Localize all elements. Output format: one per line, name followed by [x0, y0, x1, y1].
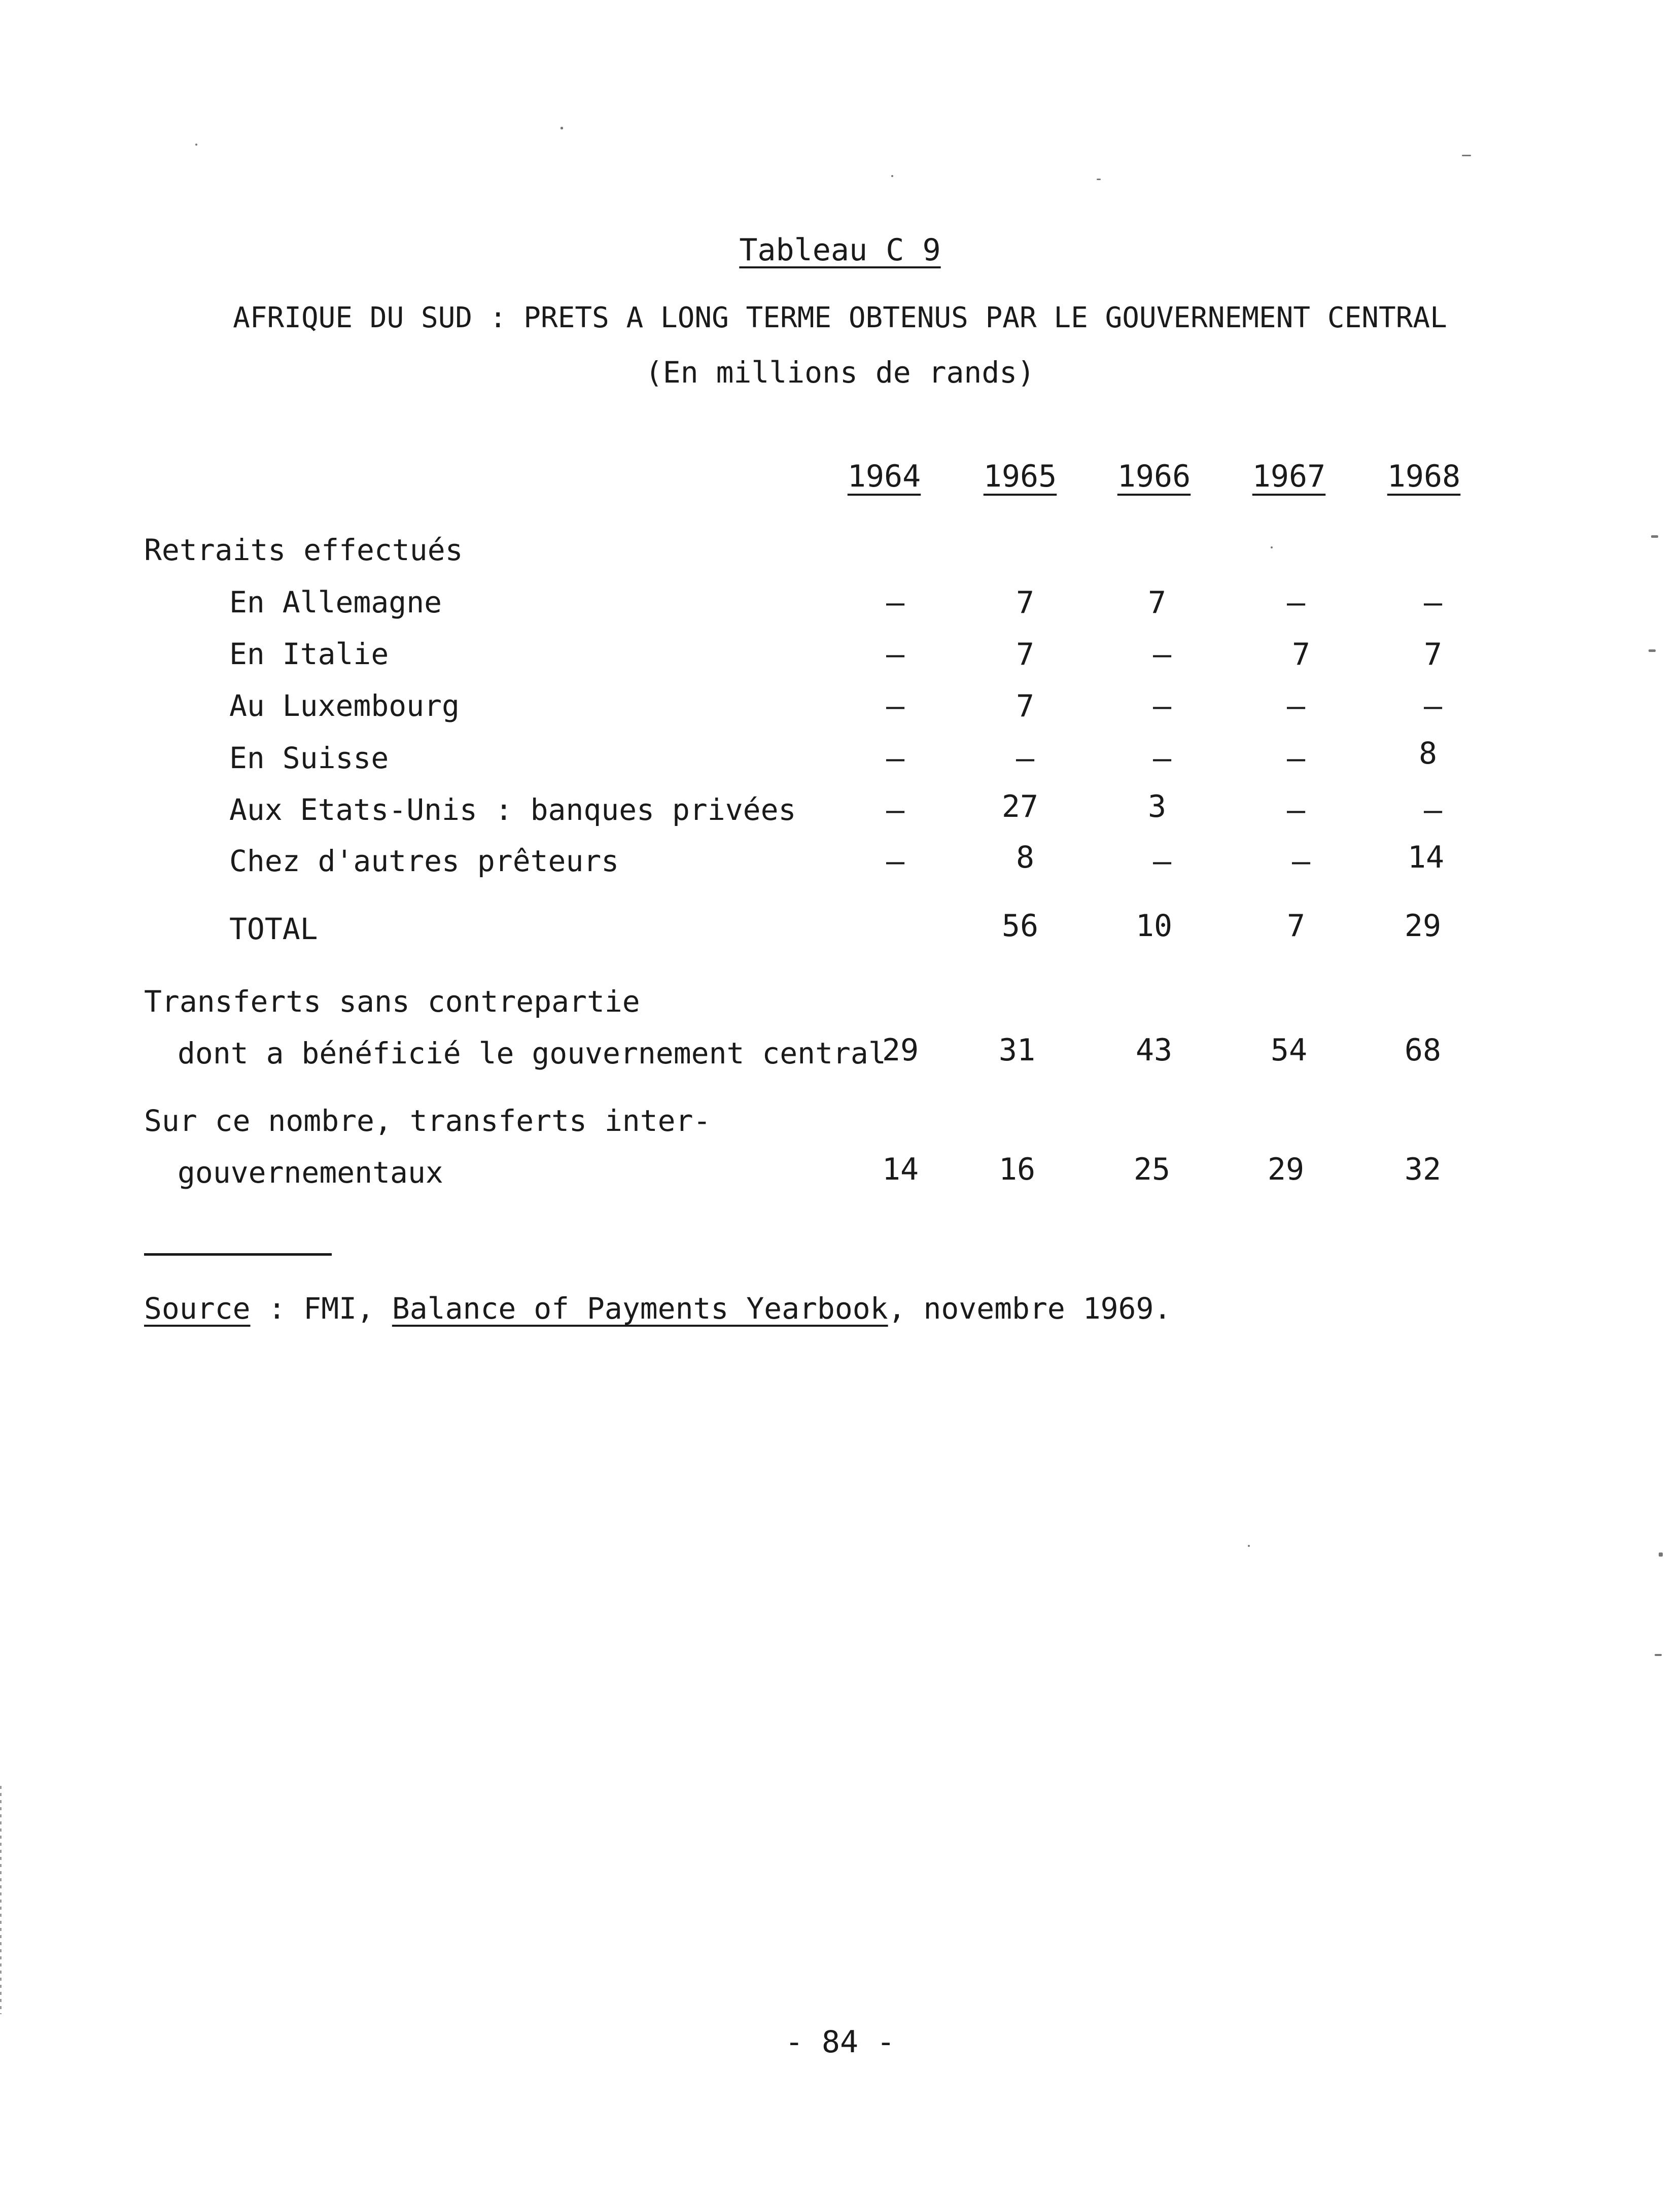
- table-cell: –: [1152, 741, 1172, 776]
- table-cell: 56: [1001, 908, 1039, 944]
- source-label: Source: [144, 1291, 251, 1326]
- section-heading: Sur ce nombre, transferts inter-: [144, 1103, 711, 1138]
- table-cell: 32: [1404, 1152, 1442, 1187]
- table-subtitle: (En millions de rands): [645, 355, 1035, 390]
- section-heading: Retraits effectués: [144, 533, 463, 567]
- table-cell: 7: [1286, 908, 1306, 944]
- row-label: TOTAL: [229, 912, 318, 946]
- table-cell: 68: [1404, 1032, 1442, 1068]
- table-cell: –: [1423, 585, 1443, 620]
- table-cell: –: [1152, 844, 1172, 879]
- table-cell: 31: [998, 1032, 1036, 1068]
- year-header: 1968: [1387, 459, 1461, 494]
- table-cell: 14: [1407, 840, 1445, 875]
- table-cell: –: [1423, 688, 1443, 724]
- scan-speck: [891, 175, 893, 177]
- year-header: 1965: [983, 459, 1057, 494]
- row-label: En Suisse: [229, 741, 389, 775]
- source-note: [144, 1291, 1171, 1326]
- table-cell: 29: [1404, 908, 1442, 944]
- footnote-divider: [144, 1253, 332, 1256]
- year-header: 1964: [847, 459, 921, 494]
- table-cell: 7: [1016, 585, 1035, 620]
- table-cell: –: [886, 585, 905, 620]
- section-heading: Transferts sans contrepartie: [144, 984, 640, 1019]
- table-cell: 54: [1270, 1032, 1308, 1068]
- scan-speck: [1655, 1654, 1662, 1656]
- scan-speck: [1649, 649, 1656, 652]
- page-number: - 84 -: [785, 2024, 895, 2060]
- table-cell: –: [886, 792, 905, 828]
- source-rest: , novembre 1969.: [888, 1291, 1172, 1326]
- table-cell: –: [886, 688, 905, 724]
- table-cell: –: [1291, 844, 1311, 879]
- table-cell: 29: [882, 1032, 919, 1068]
- scan-speck: [1271, 546, 1273, 548]
- table-cell: 14: [882, 1152, 919, 1187]
- table-cell: –: [1423, 792, 1443, 828]
- table-cell: –: [1016, 741, 1035, 776]
- table-cell: 27: [1001, 789, 1039, 824]
- table-cell: 25: [1133, 1152, 1171, 1187]
- table-cell: –: [886, 741, 905, 776]
- row-label: En Allemagne: [229, 585, 442, 619]
- scan-speck: [1659, 1552, 1663, 1557]
- table-cell: –: [1286, 688, 1306, 724]
- row-label: dont a bénéficié le gouvernement central: [178, 1036, 886, 1071]
- table-cell: 7: [1016, 637, 1035, 672]
- table-cell: 29: [1267, 1152, 1305, 1187]
- table-cell: 7: [1423, 637, 1443, 672]
- scan-speck: [1462, 155, 1471, 156]
- table-cell: 8: [1418, 736, 1438, 771]
- scan-edge-mark: [0, 1786, 2, 2014]
- table-cell: 43: [1135, 1032, 1173, 1068]
- table-cell: –: [886, 844, 905, 879]
- row-label: Chez d'autres prêteurs: [229, 844, 619, 878]
- scan-speck: [1248, 1545, 1250, 1547]
- table-cell: –: [1286, 585, 1306, 620]
- scan-speck: [561, 127, 563, 129]
- table-cell: –: [1152, 688, 1172, 724]
- table-cell: –: [1286, 741, 1306, 776]
- year-header: 1966: [1117, 459, 1191, 494]
- table-cell: 8: [1016, 840, 1035, 875]
- table-cell: 10: [1135, 908, 1173, 944]
- year-header: 1967: [1252, 459, 1326, 494]
- table-cell: 7: [1016, 688, 1035, 724]
- row-label: Au Luxembourg: [229, 688, 460, 723]
- table-cell: –: [1152, 637, 1172, 672]
- table-cell: –: [886, 637, 905, 672]
- row-label: Aux Etats-Unis : banques privées: [229, 792, 796, 827]
- source-publication: Balance of Payments Yearbook: [392, 1291, 888, 1326]
- row-label: En Italie: [229, 637, 389, 671]
- table-cell: 16: [998, 1152, 1036, 1187]
- table-title: AFRIQUE DU SUD : PRETS A LONG TERME OBTENUS PAR LE GOUVERNEMENT CENTRAL: [233, 301, 1447, 334]
- table-cell: 7: [1147, 585, 1167, 620]
- row-label: gouvernementaux: [178, 1155, 443, 1190]
- scan-speck: [1097, 179, 1101, 180]
- scan-speck: [195, 144, 197, 146]
- table-cell: 3: [1147, 789, 1167, 824]
- table-label: Tableau C 9: [739, 232, 941, 268]
- source-separator: : FMI,: [250, 1291, 392, 1326]
- table-cell: –: [1286, 792, 1306, 828]
- table-cell: 7: [1291, 637, 1311, 672]
- scan-speck: [1651, 535, 1658, 538]
